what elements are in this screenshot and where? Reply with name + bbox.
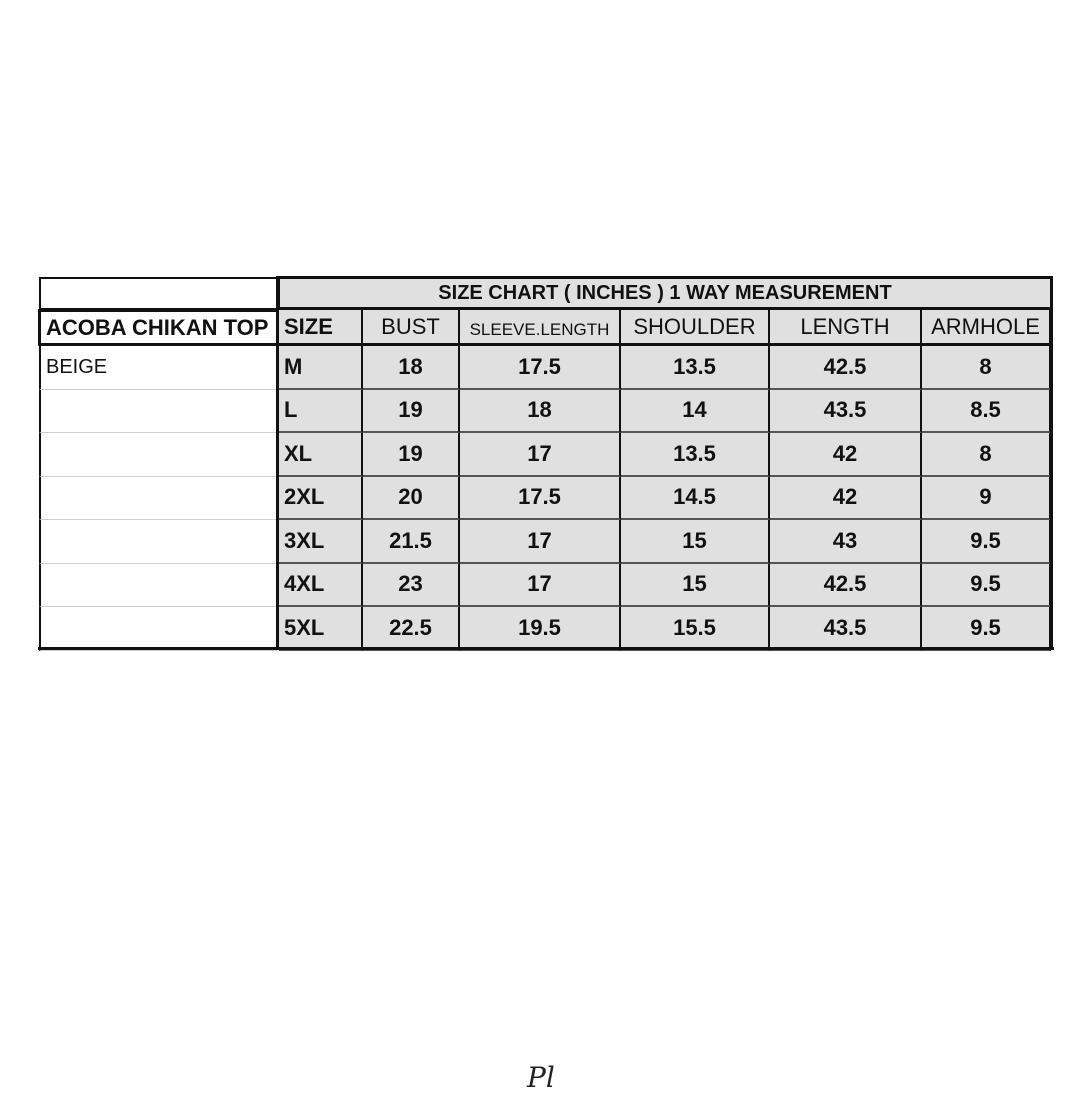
table-cell-shoulder: 14 [621, 390, 770, 434]
header-shoulder: SHOULDER [621, 310, 770, 346]
table-cell-size: XL [279, 433, 363, 477]
table-cell-armhole: 8 [922, 433, 1051, 477]
table-cell-size: M [279, 346, 363, 390]
header-armhole: ARMHOLE [922, 310, 1051, 346]
table-cell-armhole: 9 [922, 477, 1051, 521]
table-title: SIZE CHART ( INCHES ) 1 WAY MEASUREMENT [277, 276, 1053, 310]
size-chart-table [38, 276, 1054, 650]
table-cell-armhole: 9.5 [922, 564, 1051, 608]
table-cell-bust: 23 [363, 564, 460, 608]
table-cell-size: 5XL [279, 607, 363, 651]
product-color: BEIGE [39, 346, 277, 390]
table-cell-shoulder: 15.5 [621, 607, 770, 651]
blank-cell [39, 564, 277, 608]
table-cell-shoulder: 13.5 [621, 433, 770, 477]
table-cell-armhole: 8.5 [922, 390, 1051, 434]
table-cell-shoulder: 15 [621, 564, 770, 608]
table-cell-size: L [279, 390, 363, 434]
blank-cell [39, 477, 277, 521]
table-divider [276, 276, 279, 650]
table-cell-length: 42 [770, 477, 922, 521]
table-border-bottom [38, 647, 1054, 650]
table-cell-length: 42.5 [770, 346, 922, 390]
header-length: LENGTH [770, 310, 922, 346]
blank-cell [39, 390, 277, 434]
table-cell-sleeve-length: 17.5 [460, 477, 621, 521]
table-cell-bust: 21.5 [363, 520, 460, 564]
header-sleeve-length: SLEEVE.LENGTH [460, 310, 621, 346]
table-cell-bust: 20 [363, 477, 460, 521]
blank-cell [39, 433, 277, 477]
table-cell-bust: 19 [363, 433, 460, 477]
table-cell-sleeve-length: 17 [460, 564, 621, 608]
table-cell-length: 43.5 [770, 607, 922, 651]
table-cell-sleeve-length: 17.5 [460, 346, 621, 390]
table-cell-sleeve-length: 19.5 [460, 607, 621, 651]
table-cell-length: 43 [770, 520, 922, 564]
table-cell-size: 2XL [279, 477, 363, 521]
table-cell-bust: 19 [363, 390, 460, 434]
header-size: SIZE [279, 310, 363, 346]
header-bust: BUST [363, 310, 460, 346]
table-cell-shoulder: 14.5 [621, 477, 770, 521]
table-cell-sleeve-length: 17 [460, 433, 621, 477]
table-cell-armhole: 8 [922, 346, 1051, 390]
table-cell-shoulder: 15 [621, 520, 770, 564]
table-cell-length: 42 [770, 433, 922, 477]
table-cell-size: 4XL [279, 564, 363, 608]
table-cell-bust: 18 [363, 346, 460, 390]
product-name: ACOBA CHIKAN TOP [38, 309, 279, 346]
table-cell-sleeve-length: 17 [460, 520, 621, 564]
table-cell-sleeve-length: 18 [460, 390, 621, 434]
blank-cell [39, 520, 277, 564]
cropped-footer-text: Pl [527, 1061, 555, 1094]
table-cell-length: 42.5 [770, 564, 922, 608]
table-border-right [1050, 276, 1053, 650]
table-cell-bust: 22.5 [363, 607, 460, 651]
title-blank-cell [39, 277, 277, 310]
table-cell-armhole: 9.5 [922, 607, 1051, 651]
blank-cell [39, 607, 277, 651]
table-cell-length: 43.5 [770, 390, 922, 434]
table-cell-shoulder: 13.5 [621, 346, 770, 390]
table-cell-armhole: 9.5 [922, 520, 1051, 564]
table-cell-size: 3XL [279, 520, 363, 564]
